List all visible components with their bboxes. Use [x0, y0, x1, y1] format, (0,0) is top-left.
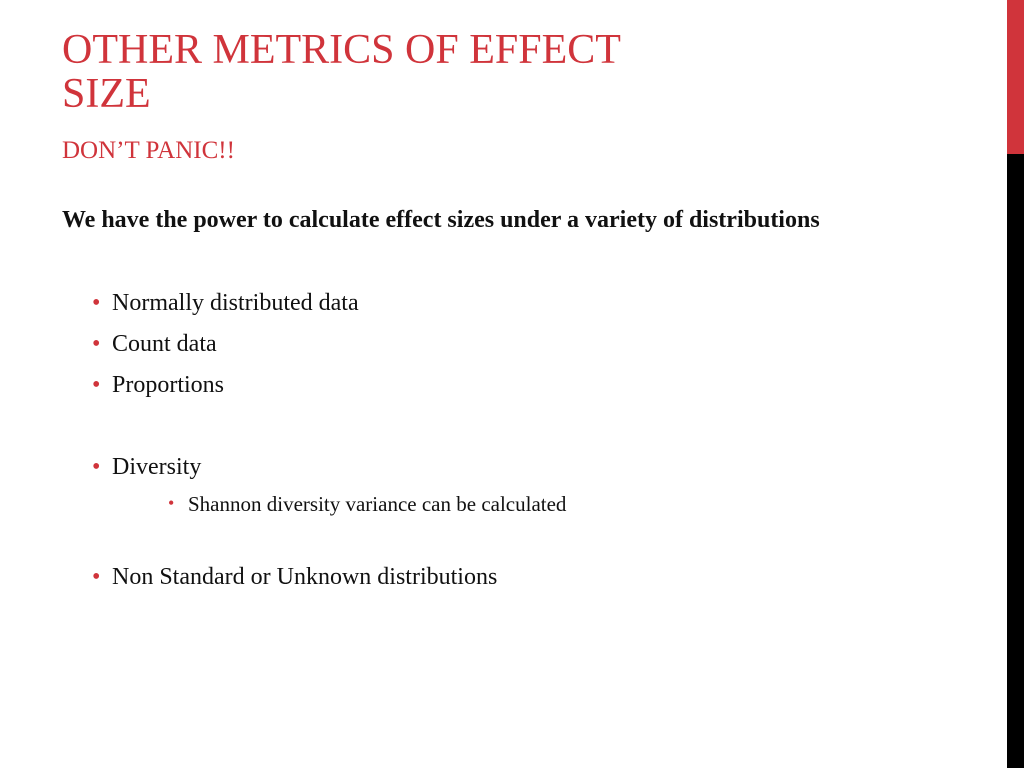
- bullet-item: [92, 329, 932, 359]
- bullet-icon: •: [92, 331, 101, 357]
- bullet-item: [92, 562, 932, 592]
- bullet-text: Shannon diversity variance can be calculated: [188, 492, 567, 516]
- bullet-item: [92, 452, 932, 482]
- bullet-text: Normally distributed data: [112, 290, 359, 316]
- sub-bullet-item: [168, 490, 932, 518]
- bullet-text: Proportions: [112, 372, 225, 398]
- bullet-icon: •: [92, 290, 101, 316]
- bullet-icon: •: [92, 564, 101, 590]
- intro-text: We have the power to calculate effect sizes under a variety of distributions: [62, 207, 820, 233]
- side-dark-bar: [1007, 154, 1024, 768]
- bullet-list: [92, 288, 932, 592]
- bullet-text: Count data: [112, 331, 217, 357]
- bullet-item: [92, 370, 932, 400]
- bullet-text: Non Standard or Unknown distributions: [112, 564, 498, 590]
- bullet-icon: •: [168, 493, 175, 513]
- bullet-icon: •: [92, 454, 101, 480]
- slide-subtitle: DON’T PANIC!!: [62, 137, 235, 164]
- title-line: OTHER METRICS OF EFFECT: [62, 27, 621, 73]
- bullet-icon: •: [92, 372, 101, 398]
- slide-title: [62, 28, 822, 116]
- title-line: SIZE: [62, 71, 151, 117]
- bullet-item: [92, 288, 932, 318]
- bullet-text: Diversity: [112, 454, 202, 480]
- side-accent-bar: [1007, 0, 1024, 154]
